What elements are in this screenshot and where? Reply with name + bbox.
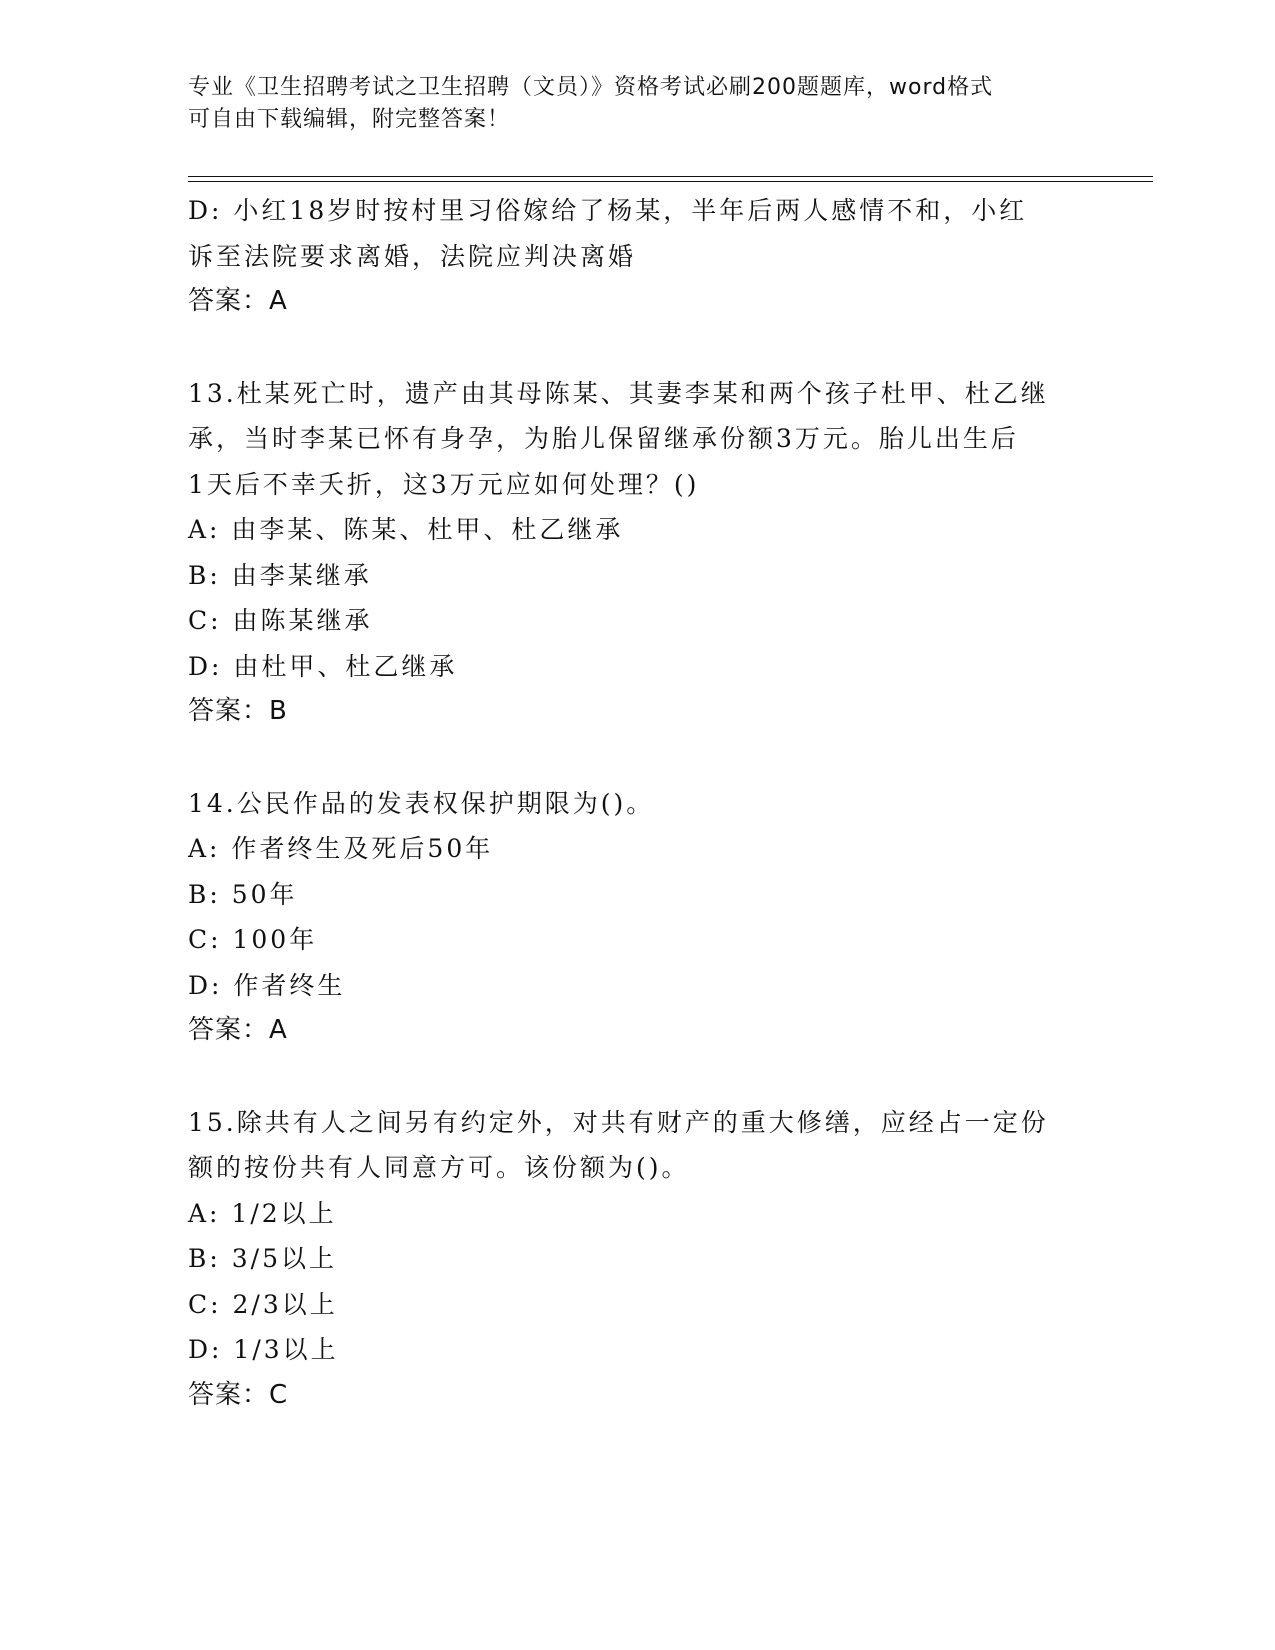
header-line-2: 可自由下载编辑，附完整答案！ bbox=[188, 107, 511, 132]
option-b: B: 50年 bbox=[188, 879, 298, 909]
option-c: C: 由陈某继承 bbox=[188, 606, 373, 635]
option-a: A: 1/2以上 bbox=[188, 1198, 337, 1228]
question-stem-line: 额的按份共有人同意方可。该份额为()。 bbox=[188, 1153, 690, 1182]
option-c: C: 2/3以上 bbox=[188, 1289, 338, 1319]
header-divider-top bbox=[188, 176, 1153, 177]
previous-question-tail bbox=[188, 188, 1088, 325]
question-stem-line: 14.公民作品的发表权保护期限为()。 bbox=[188, 788, 655, 818]
question-14 bbox=[188, 781, 1088, 1054]
option-b: B: 3/5以上 bbox=[188, 1244, 337, 1273]
option-d-line-2: 诉至法院要求离婚，法院应判决离婚 bbox=[188, 241, 637, 271]
option-d: D: 作者终生 bbox=[188, 970, 346, 1000]
header-divider-bottom bbox=[188, 181, 1153, 182]
answer-label: 答案：C bbox=[188, 1379, 289, 1410]
question-content bbox=[188, 188, 1088, 1418]
answer-label: 答案：A bbox=[188, 1015, 288, 1045]
answer-label: 答案：A bbox=[188, 286, 288, 316]
option-c: C: 100年 bbox=[188, 925, 318, 954]
spacer bbox=[188, 325, 1088, 371]
question-stem-line: 13.杜某死亡时，遗产由其母陈某、其妻李某和两个孩子杜甲、杜乙继 bbox=[188, 378, 1049, 408]
document-header bbox=[188, 72, 1088, 136]
question-13 bbox=[188, 371, 1088, 735]
spacer bbox=[188, 1054, 1088, 1100]
question-stem-line: 15.除共有人之间另有约定外，对共有财产的重大修缮，应经占一定份 bbox=[188, 1107, 1049, 1137]
question-15 bbox=[188, 1100, 1088, 1419]
option-a: A: 作者终生及死后50年 bbox=[188, 834, 494, 863]
answer-label: 答案：B bbox=[188, 696, 288, 726]
question-stem-line: 1天后不幸夭折，这3万元应如何处理？() bbox=[188, 469, 700, 499]
header-line-1: 专业《卫生招聘考试之卫生招聘（文员）》资格考试必刷200题题库，word格式 bbox=[188, 75, 994, 100]
option-d-line-1: D: 小红18岁时按村里习俗嫁给了杨某，半年后两人感情不和，小红 bbox=[188, 196, 1028, 225]
option-a: A: 由李某、陈某、杜甲、杜乙继承 bbox=[188, 515, 624, 544]
option-d: D: 1/3以上 bbox=[188, 1335, 339, 1364]
option-b: B: 由李某继承 bbox=[188, 560, 372, 590]
option-d: D: 由杜甲、杜乙继承 bbox=[188, 651, 458, 681]
question-stem-line: 承，当时李某已怀有身孕，为胎儿保留继承份额3万元。胎儿出生后 bbox=[188, 424, 1019, 453]
spacer bbox=[188, 735, 1088, 781]
